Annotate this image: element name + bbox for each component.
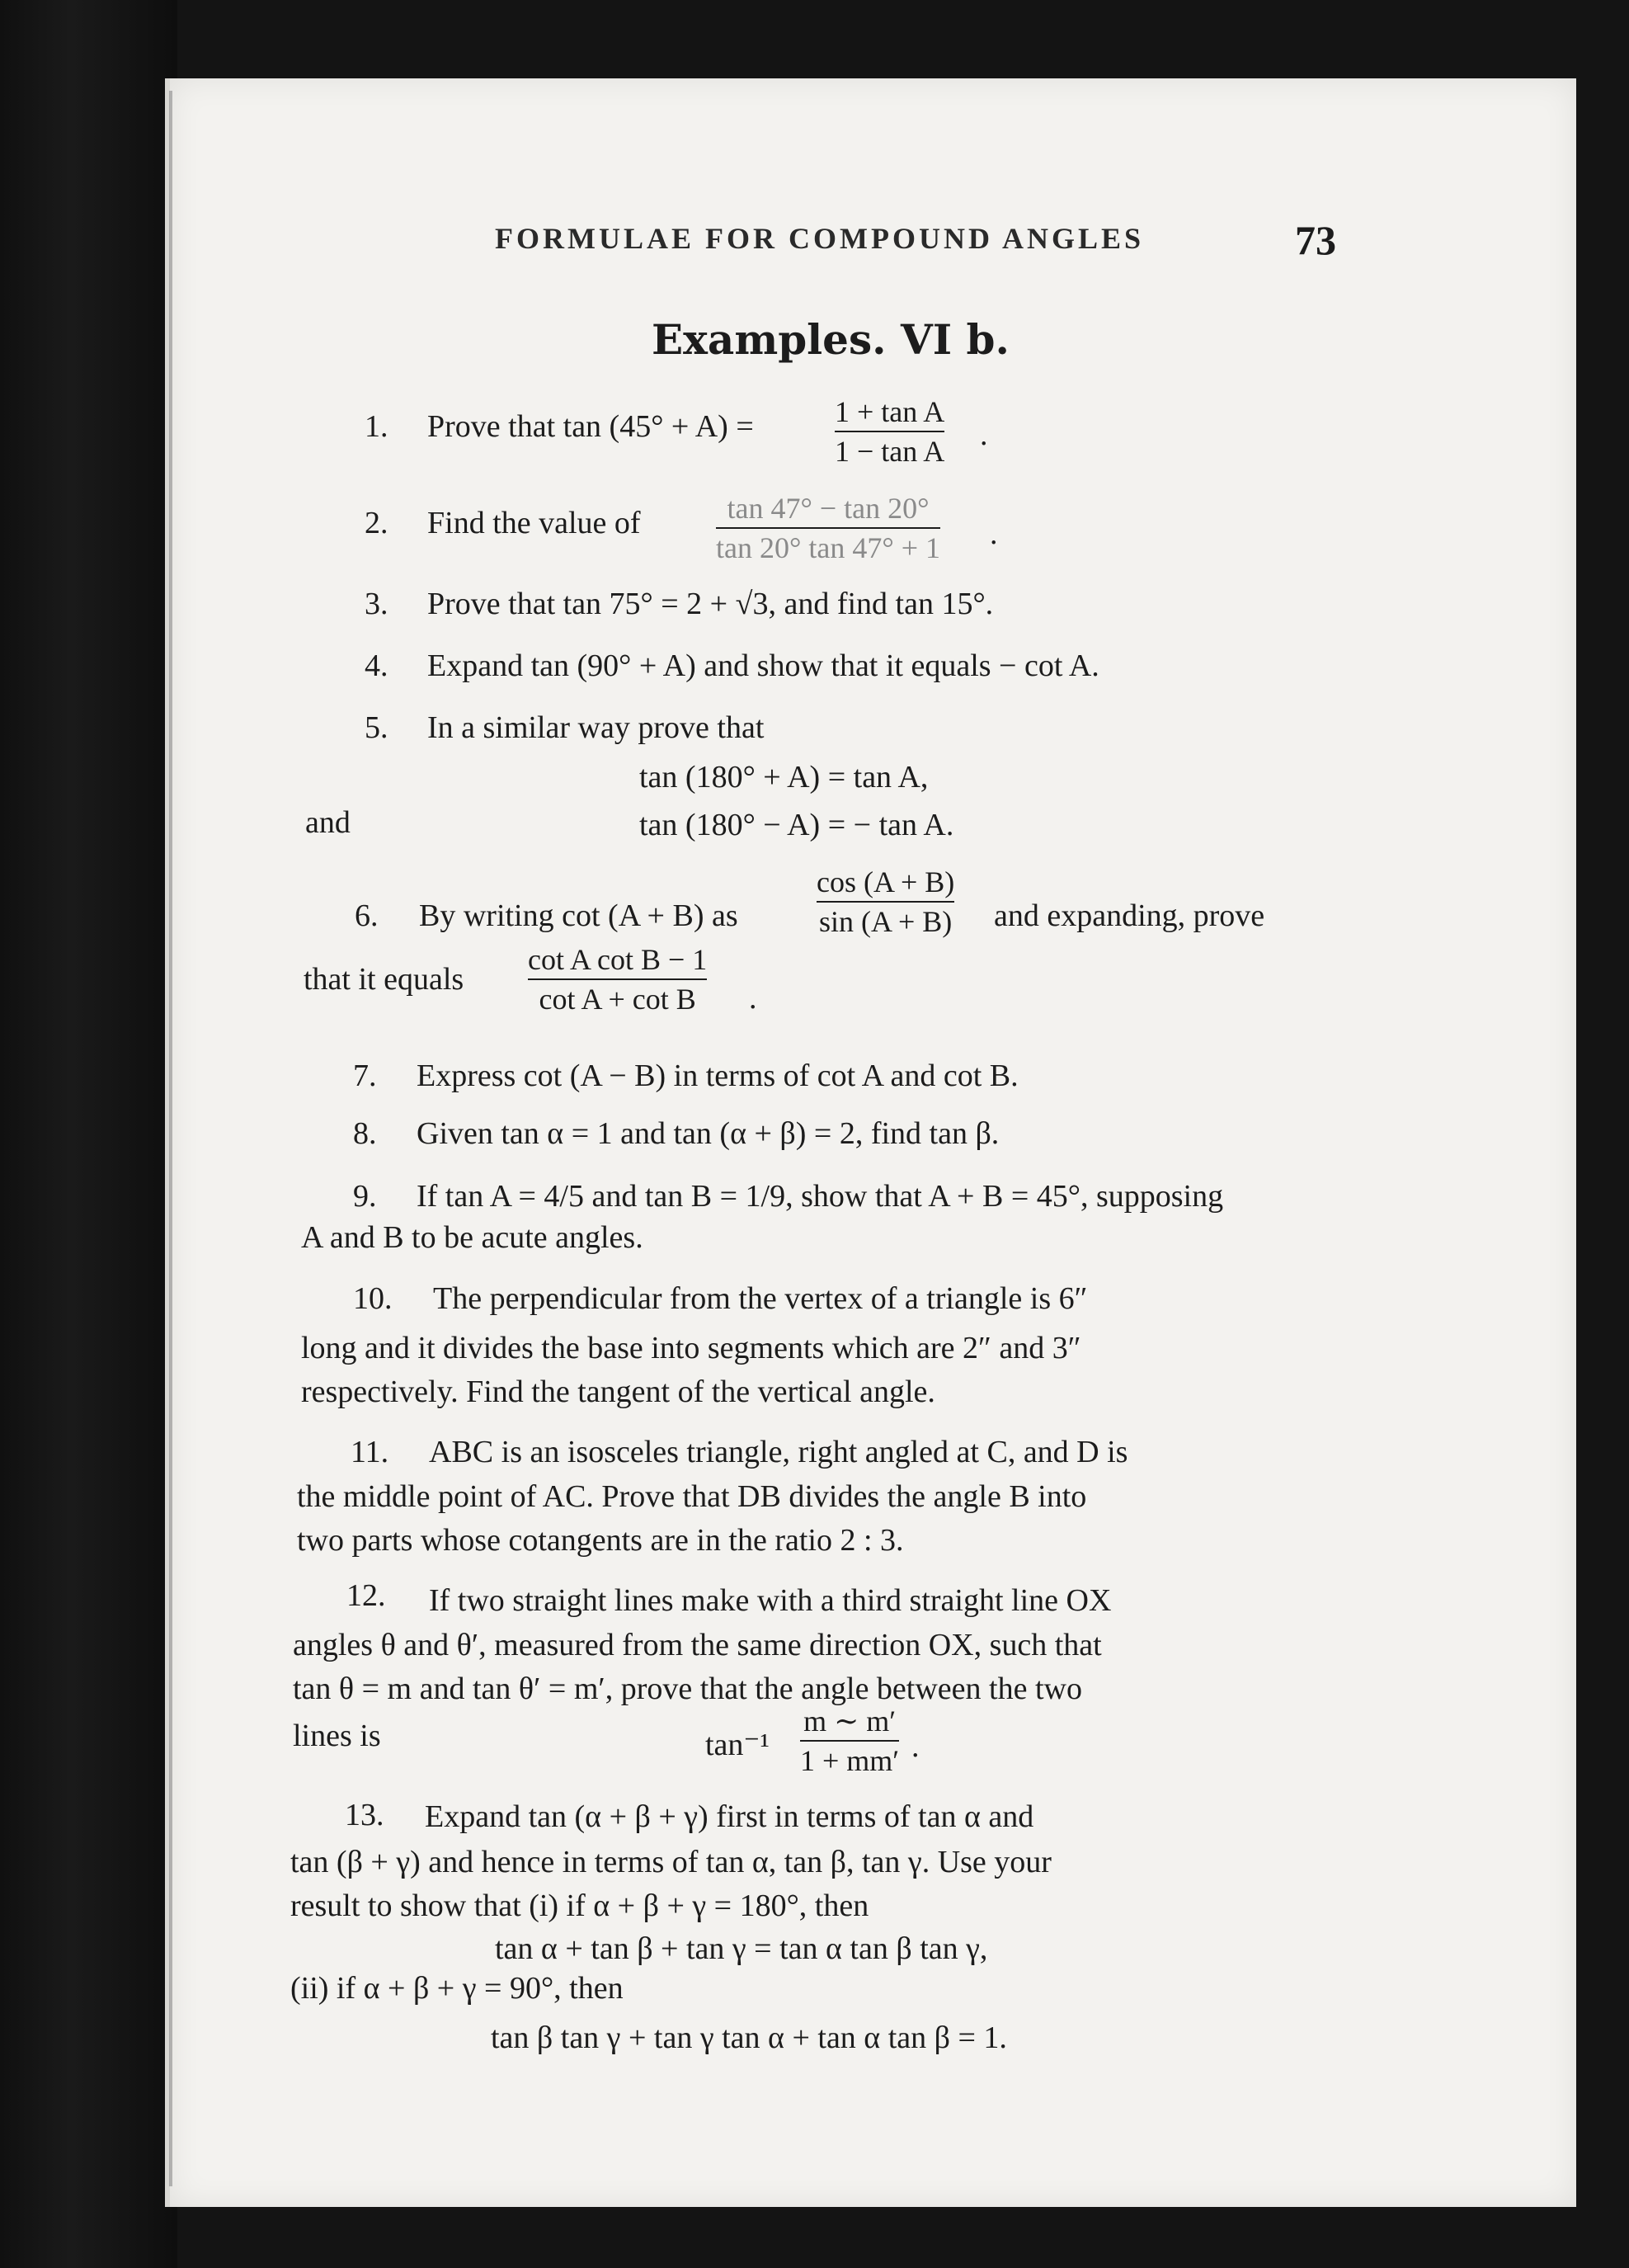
- running-header: FORMULAE FOR COMPOUND ANGLES: [495, 222, 1144, 255]
- example-10-line-1: The perpendicular from the vertex of a triangle is 6″: [433, 1281, 1088, 1316]
- example-7-number: 7.: [353, 1059, 377, 1093]
- example-6-text: By writing cot (A + B) as: [419, 898, 738, 933]
- page-number: 73: [1295, 217, 1336, 263]
- example-1-number: 1.: [365, 409, 388, 444]
- example-5-text: In a similar way prove that: [427, 710, 765, 745]
- fraction-numerator: cos (A + B): [817, 865, 955, 898]
- fraction-bar: [528, 978, 707, 980]
- fraction-numerator: cot A cot B − 1: [528, 943, 708, 976]
- example-13-equation-1: tan α + tan β + tan γ = tan α tan β tan γ,: [495, 1931, 988, 1966]
- example-11-line-3: two parts whose cotangents are in the ratio 2 : 3.: [297, 1523, 904, 1558]
- example-6-fraction-2: [528, 942, 707, 1016]
- page-gutter: [169, 91, 172, 2186]
- example-2-fraction: [716, 491, 940, 565]
- fraction-bar: [835, 431, 944, 432]
- example-11-line-1: ABC is an isosceles triangle, right angled at C, and D is: [429, 1435, 1128, 1469]
- example-12-fraction: [800, 1704, 899, 1778]
- example-10-line-2: long and it divides the base into segments which are 2″ and 3″: [301, 1331, 1081, 1365]
- example-12-line-4: lines is: [293, 1719, 381, 1753]
- example-12-inverse-tan: tan⁻¹: [705, 1728, 770, 1762]
- example-9-line-1: If tan A = 4/5 and tan B = 1/9, show that A + B = 45°, supposing: [417, 1179, 1224, 1214]
- example-12-number: 12.: [346, 1578, 386, 1613]
- example-7-text: Express cot (A − B) in terms of cot A and cot B.: [417, 1059, 1019, 1093]
- example-10-line-3: respectively. Find the tangent of the vertical angle.: [301, 1374, 935, 1409]
- example-6-text-2: and expanding, prove: [994, 898, 1265, 933]
- example-6-number: 6.: [355, 898, 379, 933]
- fraction-denominator: 1 + mm′: [800, 1744, 900, 1777]
- fraction-denominator: tan 20° tan 47° + 1: [716, 531, 941, 564]
- example-13-equation-2: tan β tan γ + tan γ tan α + tan α tan β = 1.: [491, 2020, 1007, 2055]
- example-13-line-2: tan (β + γ) and hence in terms of tan α, tan β, tan γ. Use your: [290, 1845, 1052, 1879]
- example-4-number: 4.: [365, 648, 388, 683]
- fraction-numerator: tan 47° − tan 20°: [727, 492, 930, 525]
- example-6-tail: .: [749, 981, 757, 1016]
- example-5-equation-2: tan (180° − A) = − tan A.: [639, 808, 954, 842]
- example-11-number: 11.: [351, 1435, 389, 1469]
- example-1-fraction: [835, 394, 944, 469]
- example-12-tail: .: [911, 1729, 920, 1764]
- example-2-text: Find the value of: [427, 506, 641, 540]
- example-5-equation-1: tan (180° + A) = tan A,: [639, 760, 929, 795]
- fraction-bar: [800, 1740, 899, 1742]
- example-13-number: 13.: [345, 1798, 384, 1832]
- example-6-text-3: that it equals: [304, 962, 464, 997]
- example-1-text: Prove that tan (45° + A) =: [427, 409, 754, 444]
- example-2-tail: .: [990, 516, 998, 551]
- example-10-number: 10.: [353, 1281, 393, 1316]
- fraction-denominator: cot A + cot B: [539, 983, 696, 1016]
- fraction-bar: [817, 901, 954, 903]
- example-13-line-3: result to show that (i) if α + β + γ = 180°, then: [290, 1888, 869, 1923]
- example-3-number: 3.: [365, 587, 388, 621]
- fraction-numerator: 1 + tan A: [835, 395, 945, 428]
- example-4-text: Expand tan (90° + A) and show that it equals − cot A.: [427, 648, 1099, 683]
- fraction-denominator: 1 − tan A: [835, 435, 945, 468]
- example-13-line-1: Expand tan (α + β + γ) first in terms of tan α and: [425, 1799, 1034, 1834]
- example-2-number: 2.: [365, 506, 388, 540]
- example-6-fraction-1: [817, 865, 954, 939]
- scan-left-border: [0, 0, 177, 2268]
- example-12-line-3: tan θ = m and tan θ′ = m′, prove that the angle between the two: [293, 1672, 1082, 1706]
- example-12-line-1: If two straight lines make with a third straight line OX: [429, 1583, 1112, 1618]
- example-9-line-2: A and B to be acute angles.: [301, 1220, 643, 1255]
- example-3-text: Prove that tan 75° = 2 + √3, and find tan 15°.: [427, 587, 994, 621]
- example-13-line-4: (ii) if α + β + γ = 90°, then: [290, 1971, 624, 2006]
- example-11-line-2: the middle point of AC. Prove that DB divides the angle B into: [297, 1479, 1087, 1514]
- example-8-number: 8.: [353, 1116, 377, 1151]
- example-5-number: 5.: [365, 710, 388, 745]
- fraction-denominator: sin (A + B): [818, 905, 953, 938]
- fraction-numerator: m ∼ m′: [803, 1705, 897, 1738]
- example-5-and: and: [305, 805, 351, 840]
- example-8-text: Given tan α = 1 and tan (α + β) = 2, find tan β.: [417, 1116, 1000, 1151]
- example-12-line-2: angles θ and θ′, measured from the same direction OX, such that: [293, 1628, 1102, 1662]
- section-title: Examples. VI b.: [652, 315, 1010, 364]
- fraction-bar: [716, 527, 940, 529]
- example-1-tail: .: [980, 417, 988, 452]
- example-9-number: 9.: [353, 1179, 377, 1214]
